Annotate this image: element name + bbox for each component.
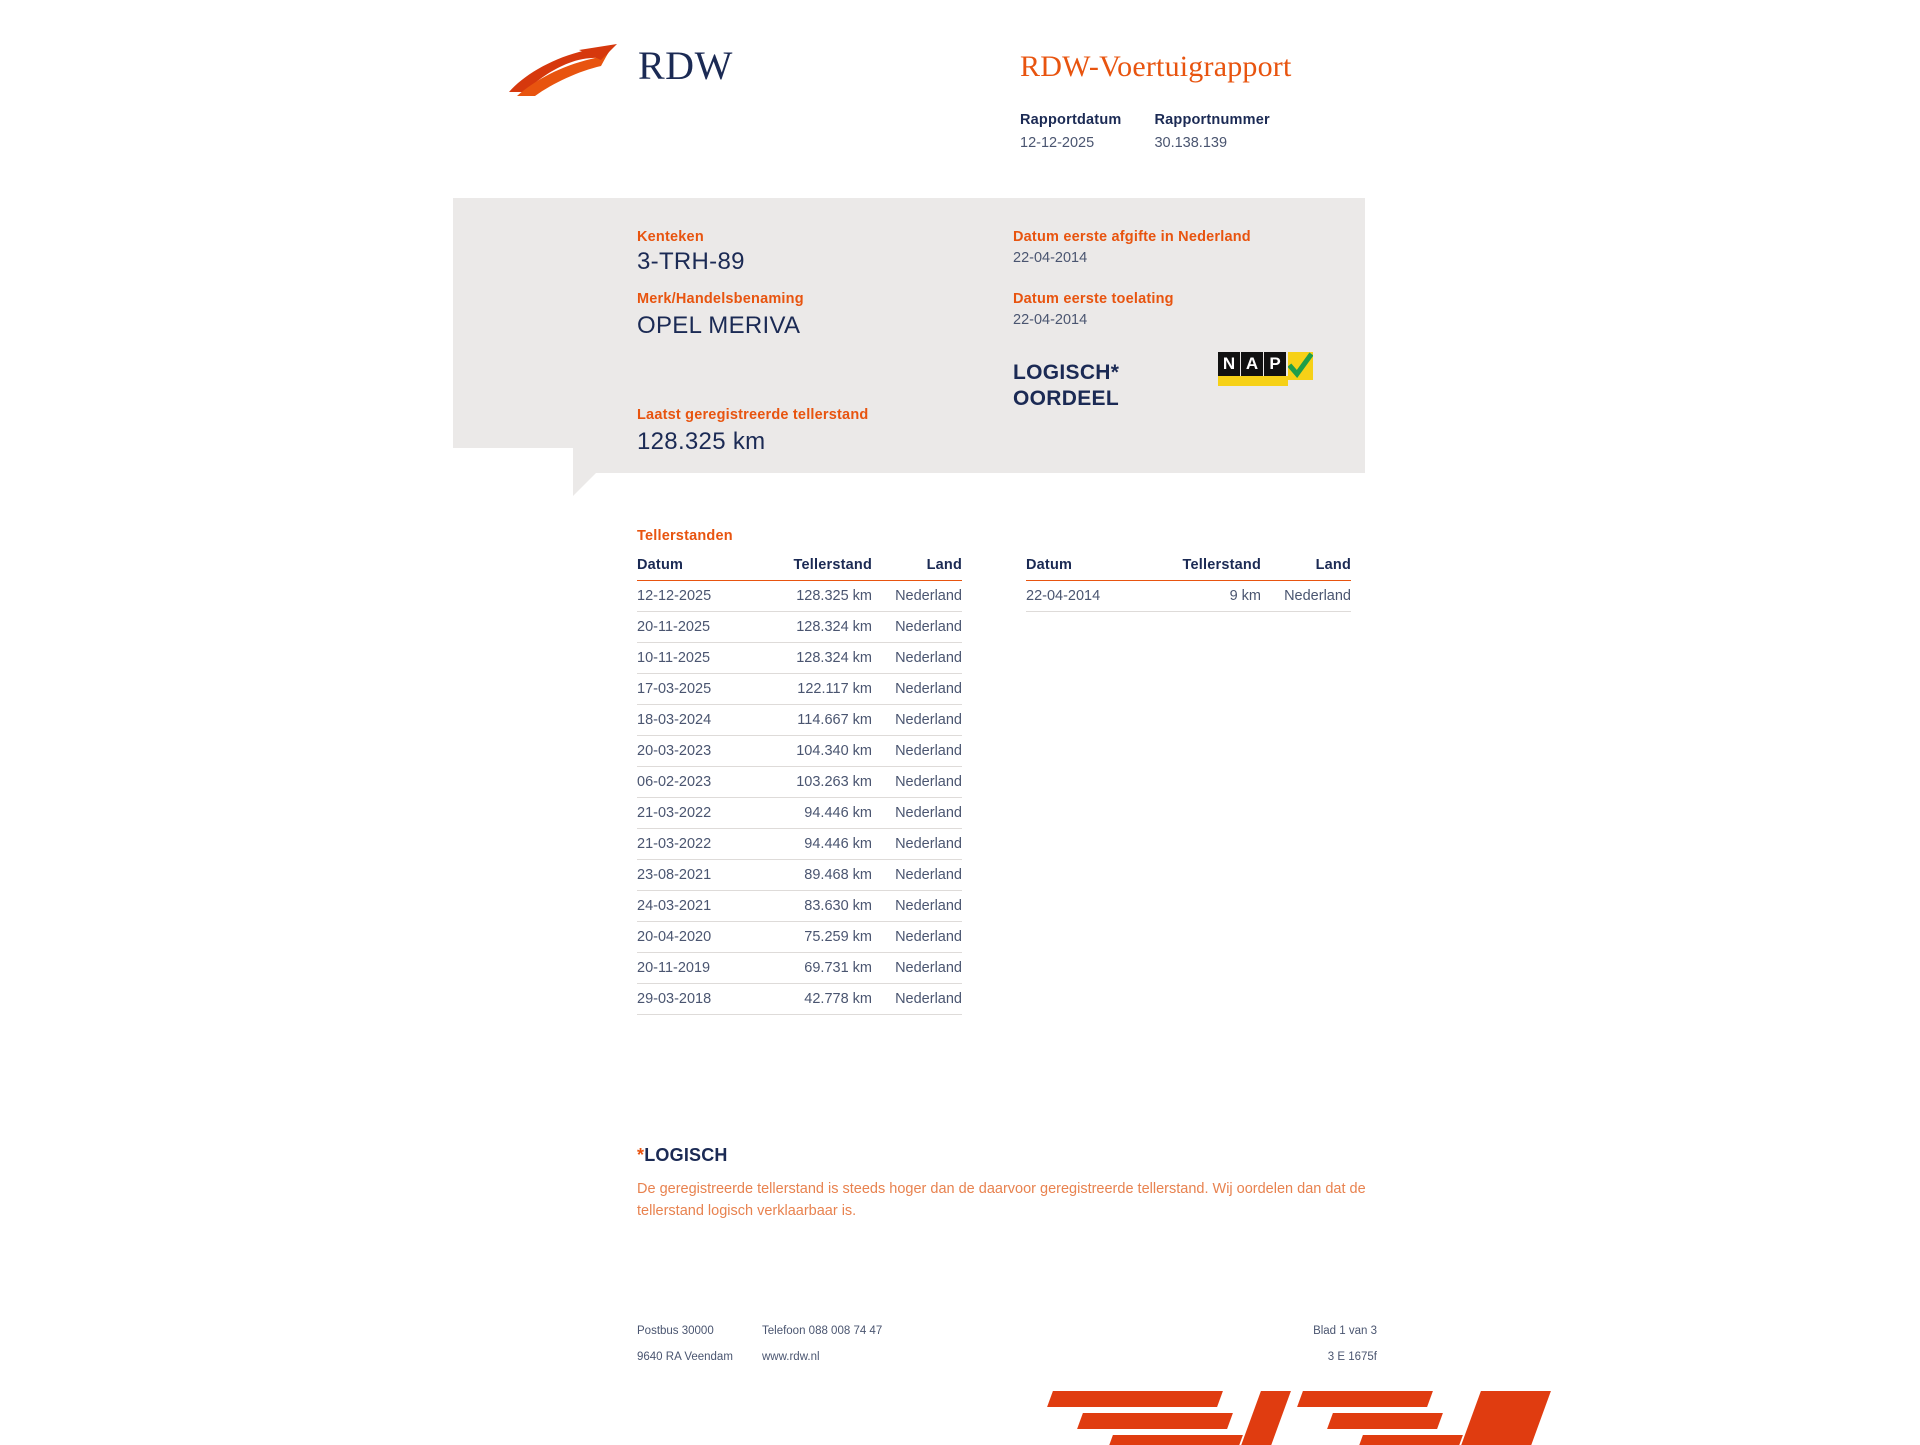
license-plate-label: Kenteken — [637, 229, 704, 245]
cell-reading: 94.446 km — [762, 798, 872, 829]
col-header-reading: Tellerstand — [1151, 551, 1261, 581]
make-model-label: Merk/Handelsbenaming — [637, 291, 804, 307]
report-meta — [1020, 112, 1420, 151]
cell-date: 24-03-2021 — [637, 891, 762, 922]
nap-yellow-bar — [1218, 376, 1288, 386]
footer-doc-code: 3 E 1675f — [1327, 1351, 1377, 1363]
odometer-readings-table-left — [637, 551, 962, 1015]
footer-address-line-2: 9640 RA Veendam — [637, 1351, 733, 1363]
cell-date: 21-03-2022 — [637, 798, 762, 829]
table-row — [637, 581, 962, 612]
bottom-stripes-decoration — [1040, 1385, 1560, 1445]
nap-letter-p: P — [1264, 352, 1286, 376]
table-row — [637, 829, 962, 860]
cell-reading: 69.731 km — [762, 953, 872, 984]
summary-notch-decoration — [453, 448, 573, 496]
cell-country: Nederland — [872, 829, 962, 860]
cell-country: Nederland — [872, 953, 962, 984]
footnote-body: De geregistreerde tellerstand is steeds hoger dan de daarvoor geregistreerde tellerstand. Wij oordelen dan dat de tellerstand logisch verklaarbaar is. — [637, 1181, 1366, 1220]
table-row — [637, 674, 962, 705]
make-model-value: OPEL MERIVA — [637, 312, 801, 339]
cell-country: Nederland — [1261, 581, 1351, 612]
verdict-text — [1013, 360, 1119, 413]
cell-date: 17-03-2025 — [637, 674, 762, 705]
cell-reading: 128.325 km — [762, 581, 872, 612]
report-number-value: 30.138.139 — [1154, 135, 1228, 151]
cell-reading: 9 km — [1151, 581, 1261, 612]
table-header-row — [637, 551, 962, 581]
nap-letter-n: N — [1218, 352, 1240, 376]
cell-country: Nederland — [872, 643, 962, 674]
nap-check-icon — [1288, 352, 1313, 380]
cell-reading: 89.468 km — [762, 860, 872, 891]
cell-country: Nederland — [872, 767, 962, 798]
cell-reading: 114.667 km — [762, 705, 872, 736]
report-number-label: Rapportnummer — [1154, 112, 1270, 128]
footnote-star: * — [637, 1145, 645, 1165]
cell-country: Nederland — [872, 860, 962, 891]
rdw-swoosh-logo-icon — [505, 42, 625, 102]
last-reading-label: Laatst geregistreerde tellerstand — [637, 407, 869, 423]
footer-website[interactable]: www.rdw.nl — [762, 1351, 820, 1363]
first-admission-label: Datum eerste toelating — [1013, 291, 1174, 307]
footnote-block — [637, 1145, 1377, 1223]
brand-name: RDW — [638, 43, 733, 88]
table-row — [637, 705, 962, 736]
cell-reading: 104.340 km — [762, 736, 872, 767]
first-admission-value: 22-04-2014 — [1013, 312, 1088, 328]
cell-reading: 83.630 km — [762, 891, 872, 922]
cell-reading: 128.324 km — [762, 643, 872, 674]
cell-date: 18-03-2024 — [637, 705, 762, 736]
cell-country: Nederland — [872, 674, 962, 705]
table-row — [637, 736, 962, 767]
cell-country: Nederland — [872, 736, 962, 767]
cell-date: 23-08-2021 — [637, 860, 762, 891]
cell-country: Nederland — [872, 581, 962, 612]
page-title: RDW-Voertuigrapport — [1020, 50, 1292, 83]
cell-country: Nederland — [872, 984, 962, 1015]
cell-reading: 42.778 km — [762, 984, 872, 1015]
col-header-country: Land — [1261, 551, 1351, 581]
license-plate-value: 3-TRH-89 — [637, 248, 745, 275]
cell-country: Nederland — [872, 891, 962, 922]
table-row — [637, 891, 962, 922]
cell-date: 29-03-2018 — [637, 984, 762, 1015]
cell-date: 21-03-2022 — [637, 829, 762, 860]
col-header-date: Datum — [1026, 551, 1151, 581]
verdict-line-2: OORDEEL — [1013, 387, 1119, 411]
cell-country: Nederland — [872, 798, 962, 829]
cell-reading: 94.446 km — [762, 829, 872, 860]
table-row — [637, 767, 962, 798]
nap-letter-a: A — [1241, 352, 1263, 376]
cell-country: Nederland — [872, 922, 962, 953]
footer-page-number: Blad 1 van 3 — [1313, 1325, 1377, 1337]
table-row — [637, 984, 962, 1015]
cell-date: 20-03-2023 — [637, 736, 762, 767]
readings-title: Tellerstanden — [637, 528, 733, 544]
cell-date: 20-11-2019 — [637, 953, 762, 984]
first-issue-nl-label: Datum eerste afgifte in Nederland — [1013, 229, 1251, 245]
cell-reading: 103.263 km — [762, 767, 872, 798]
cell-reading: 122.117 km — [762, 674, 872, 705]
table-row — [637, 612, 962, 643]
footer-phone: Telefoon 088 008 74 47 — [762, 1325, 883, 1337]
cell-date: 12-12-2025 — [637, 581, 762, 612]
col-header-reading: Tellerstand — [762, 551, 872, 581]
cell-date: 20-04-2020 — [637, 922, 762, 953]
table-row — [637, 922, 962, 953]
table-row — [637, 953, 962, 984]
verdict-line-1: LOGISCH* — [1013, 361, 1120, 384]
page-footer — [637, 1325, 1377, 1377]
first-issue-nl-value: 22-04-2014 — [1013, 250, 1088, 266]
cell-reading: 128.324 km — [762, 612, 872, 643]
table-row — [1026, 581, 1351, 612]
cell-country: Nederland — [872, 705, 962, 736]
cell-date: 06-02-2023 — [637, 767, 762, 798]
last-reading-value: 128.325 km — [637, 428, 766, 455]
footnote-title — [637, 1145, 1377, 1166]
footnote-title-text: LOGISCH — [644, 1145, 728, 1165]
odometer-readings-table-right — [1026, 551, 1351, 612]
col-header-country: Land — [872, 551, 962, 581]
nap-badge — [1218, 352, 1313, 386]
col-header-date: Datum — [637, 551, 762, 581]
cell-date: 22-04-2014 — [1026, 581, 1151, 612]
report-date-label: Rapportdatum — [1020, 112, 1122, 128]
cell-country: Nederland — [872, 612, 962, 643]
footer-address-line-1: Postbus 30000 — [637, 1325, 714, 1337]
cell-date: 10-11-2025 — [637, 643, 762, 674]
table-row — [637, 798, 962, 829]
table-row — [637, 860, 962, 891]
cell-reading: 75.259 km — [762, 922, 872, 953]
table-header-row — [1026, 551, 1351, 581]
table-row — [637, 643, 962, 674]
report-date-value: 12-12-2025 — [1020, 135, 1095, 151]
cell-date: 20-11-2025 — [637, 612, 762, 643]
